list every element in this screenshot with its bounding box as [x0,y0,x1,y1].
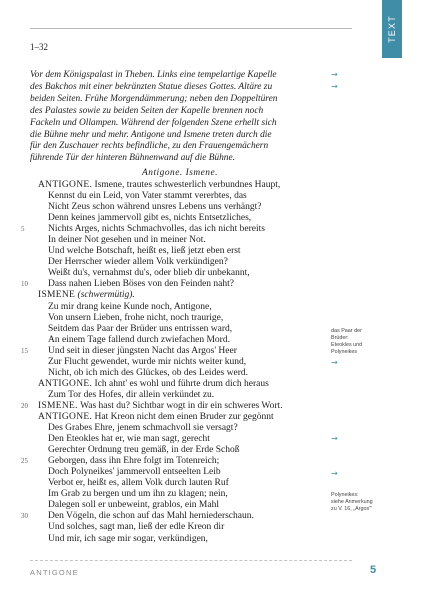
speaker-name: ANTIGONE. [38,180,93,190]
verse-text: Kennst du ein Leid, von Vater stammt vererbtes, das [48,191,247,202]
verse-text: Der Herrscher wieder allem Volk verkündigen? [48,257,228,268]
stage-direction-line: Fackeln und Öllampen. Während der folgenden Szene erhellt sich [30,117,277,128]
margin-note-brothers: das Paar der Brüder: Eteokles und Polyneikes [331,328,363,355]
verse-line [38,257,334,268]
verse-text: Den Vögeln, die schon auf das Mahl herniederschaun. [48,511,254,522]
verse-text: Nicht Zeus schon während unsres Lebens uns verhängt? [48,202,262,213]
verse-text: Des Grabes Ehre, jenem schmachvoll sie versagt? [48,423,238,434]
verse-line [38,246,334,257]
page-number: 5 [370,564,377,576]
margin-arrow-icon[interactable]: → [331,358,338,367]
verse-text: Und welche Botschaft, heißt es, ließ jetzt eben erst [48,246,241,257]
verse-text: Ich ahnt' es wohl und führte drum dich heraus [94,378,269,389]
verse-line [38,180,334,191]
top-rule [30,28,352,29]
verse-text: Dalegen soll er unbeweint, grablos, ein Mahl [48,500,219,511]
stage-note: (schwermütig). [77,290,135,301]
verse-line [38,500,334,511]
line-number: 20 [21,401,28,410]
verse-line [38,191,334,202]
verse-line [38,202,334,213]
tab-label: TEXT [387,15,397,43]
verse-text: Denn keines jammervoll gibt es, nichts Entsetzliches, [48,213,252,224]
verse-block [21,180,334,545]
verse-line [38,268,334,279]
verse-text: Nichts Arges, nichts Schmachvolles, das ich nicht bereits [48,224,265,235]
speaker-name: ANTIGONE. [38,411,93,422]
verse-text: Dass nahen Lieben Böses von den Feinden naht? [48,279,234,290]
verse-line [21,456,334,467]
verse-text: Den Eteokles hat er, wie man sagt, gerecht [48,434,210,445]
scene-title: Antigone. Ismene. [142,168,218,178]
verse-line [21,400,334,412]
line-number: 10 [21,280,28,289]
verse-text: Und solches, sagt man, ließ der edle Kreon dir [48,522,225,533]
speaker-name: ISMENE [38,290,76,301]
margin-arrow-icon[interactable]: → [331,70,338,79]
verse-line [38,522,334,533]
stage-direction-line: die Bühne mehr und mehr. Antigone und Ismene treten durch die [30,129,272,140]
stage-direction-line: beiden Seiten. Frühe Morgendämmerung; neben den Doppeltüren [30,93,278,104]
verse-text: Und mir, ich sage mir sogar, verkündigen, [48,533,208,544]
verse-line [38,445,334,456]
verse-line [38,324,334,335]
text-section-tab[interactable] [382,0,402,58]
verse-text: In deiner Not gesehen und in meiner Not. [48,235,206,246]
verse-text: An einem Tage fallend durch zwiefachen Mord. [48,334,230,345]
verse-text: Verbot er, heißt es, allem Volk durch lauten Ruf [48,478,229,489]
speaker-name: ANTIGONE. [38,378,93,389]
stage-direction-line: führende Tür der hinteren Bühnenwand auf die Bühne. [30,153,236,164]
verse-text: Weißt du's, vernahmst du's, oder blieb dir unbekannt, [48,268,250,279]
verse-text: Gerechter Ordnung treu gemäß, in der Erde Schoß [48,445,240,456]
verse-text: Doch Polyneikes' jammervoll entseelten Leib [48,467,221,478]
verse-text: Geborgen, dass ihn Ehre folgt im Totenreich; [48,456,220,467]
verse-text: Zu mir drang keine Kunde noch, Antigone, [48,301,212,312]
verse-line [21,345,334,357]
verse-text: Ismene, trautes schwesterlich verbundnes Haupt, [94,180,281,190]
verse-line [38,467,334,478]
verse-line [38,335,334,346]
footer-title: ANTIGONE [30,568,79,577]
verse-line [21,511,334,522]
verse-range: 1–32 [30,42,48,52]
verse-line [21,279,334,290]
stage-direction [30,70,330,165]
speaker-name: ISMENE. [38,400,78,411]
stage-direction-line: des Palastes sowie zu beiden Seiten der Kapelle brennen noch [30,105,264,116]
verse-line [38,290,334,301]
verse-text: Hat Kreon nicht dem einen Bruder zur gegönnt [94,411,274,422]
verse-line [21,224,334,235]
verse-line [38,489,334,500]
verse-line [38,302,334,313]
margin-arrow-icon[interactable]: → [331,434,338,443]
line-number: 25 [21,457,28,466]
margin-arrow-icon[interactable]: → [331,469,338,478]
verse-text: Zum Tor des Hofes, dir allein verkündet zu. [48,389,215,400]
verse-text: Von unsern Lieben, frohe nicht, noch traurige, [48,312,224,323]
verse-line [38,434,334,445]
verse-line [38,313,334,324]
verse-text: Nicht, ob ich mich des Glückes, ob des Leides werd. [48,367,248,378]
stage-direction-line: des Bakchos mit einer bekränzten Statue dieses Gottes. Altäre zu [30,81,273,92]
stage-direction-line: Vor dem Königspalast in Theben. Links eine tempelartige Kapelle [30,70,277,80]
verse-text: Was hast du? Sichtbar wogt in dir ein schweres Wort. [80,400,283,411]
verse-line [38,412,334,423]
footer-rule [30,560,352,561]
verse-line [38,357,334,368]
verse-line [38,423,334,434]
verse-line [38,213,334,224]
verse-text: Seitdem das Paar der Brüder uns entrissen ward, [48,323,233,334]
verse-line [38,534,334,545]
verse-text: Und seit in dieser jüngsten Nacht das Argos' Heer [48,345,237,356]
verse-line [38,390,334,401]
verse-line [38,368,334,379]
verse-line [38,478,334,489]
verse-line [38,235,334,246]
line-number: 15 [21,346,28,355]
margin-note-polyneikes: Polyneikes: siehe Anmerkung zu V. 16, „Argos'" [331,492,373,512]
stage-direction-line: für den Zuschauer rechts befindliche, zu den Frauengemächern [30,141,269,152]
line-number: 30 [21,512,28,521]
verse-text: Im Grab zu bergen und um ihn zu klagen; nein, [48,489,228,500]
margin-arrow-icon[interactable]: → [331,82,338,91]
line-number: 5 [21,225,25,234]
verse-line [38,379,334,390]
verse-text: Zur Flucht gewendet, wurde mir nichts weiter kund, [48,356,247,367]
